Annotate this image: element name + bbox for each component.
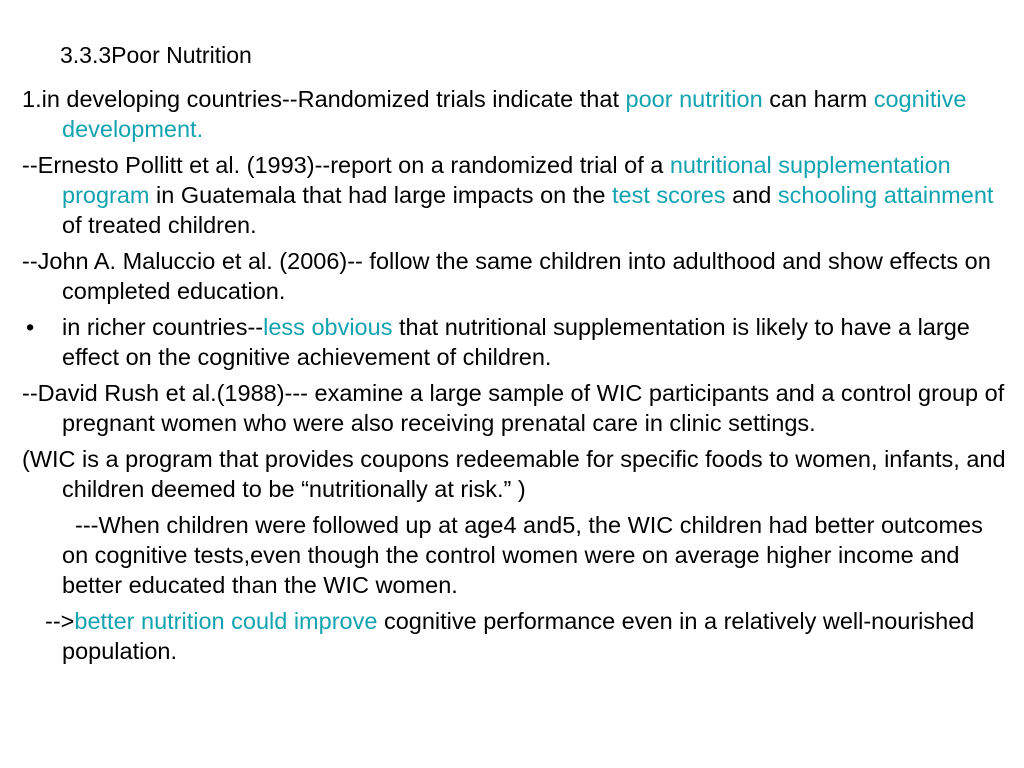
text-run: --John A. Maluccio et al. (2006)-- follow the same children into adulthood and show effects on completed education. — [22, 248, 991, 304]
highlight-cognitive-development: cognitive development. — [62, 86, 967, 142]
text-run: and — [725, 182, 778, 208]
text-run: in richer countries-- — [62, 314, 264, 340]
highlight-less-obvious: less obvious — [263, 314, 393, 340]
highlight-schooling-attainment: schooling attainment — [777, 182, 994, 208]
slide-body — [22, 84, 1012, 672]
text-run: of treated children. — [62, 212, 257, 238]
paragraph-conclusion — [22, 606, 1012, 666]
text-run: cognitive performance even in a relatively well-nourished population. — [62, 608, 975, 664]
text-run: in Guatemala that had large impacts on the — [149, 182, 612, 208]
text-run: (WIC is a program that provides coupons redeemable for specific foods to women, infants, and children deemed to be “nutritionally at risk.” ) — [22, 446, 1006, 502]
highlight-supplementation-program: nutritional supplementation program — [62, 152, 951, 208]
bullet-icon: • — [26, 314, 35, 340]
text-run: --David Rush et al.(1988)--- examine a large sample of WIC participants and a control group of pregnant women who were also receiving prenatal care in clinic settings. — [22, 380, 1005, 436]
slide-title: 3.3.3Poor Nutrition — [60, 42, 252, 68]
text-run: that nutritional supplementation is likely to have a large effect on the cognitive achievement of children. — [62, 314, 970, 370]
highlight-better-nutrition: better nutrition could improve — [74, 608, 378, 634]
text-run: can harm — [762, 86, 874, 112]
highlight-poor-nutrition: poor nutrition — [625, 86, 763, 112]
paragraph-rush — [22, 378, 1012, 438]
paragraph-maluccio — [22, 246, 1012, 306]
text-run: 1.in developing countries--Randomized trials indicate that — [22, 86, 626, 112]
paragraph-richer-countries — [22, 312, 1012, 372]
text-run: ---When children were followed up at age4 and5, the WIC children had better outcomes on cognitive tests,even though the control women were on average higher income and better educated than the WIC women. — [62, 512, 983, 598]
paragraph-wic-followup — [22, 510, 1012, 600]
highlight-test-scores: test scores — [611, 182, 726, 208]
paragraph-developing-countries — [22, 84, 1012, 144]
text-run: --Ernesto Pollitt et al. (1993)--report on a randomized trial of a — [22, 152, 670, 178]
text-run: --> — [45, 608, 75, 634]
paragraph-wic-definition — [22, 444, 1012, 504]
paragraph-pollitt — [22, 150, 1012, 240]
